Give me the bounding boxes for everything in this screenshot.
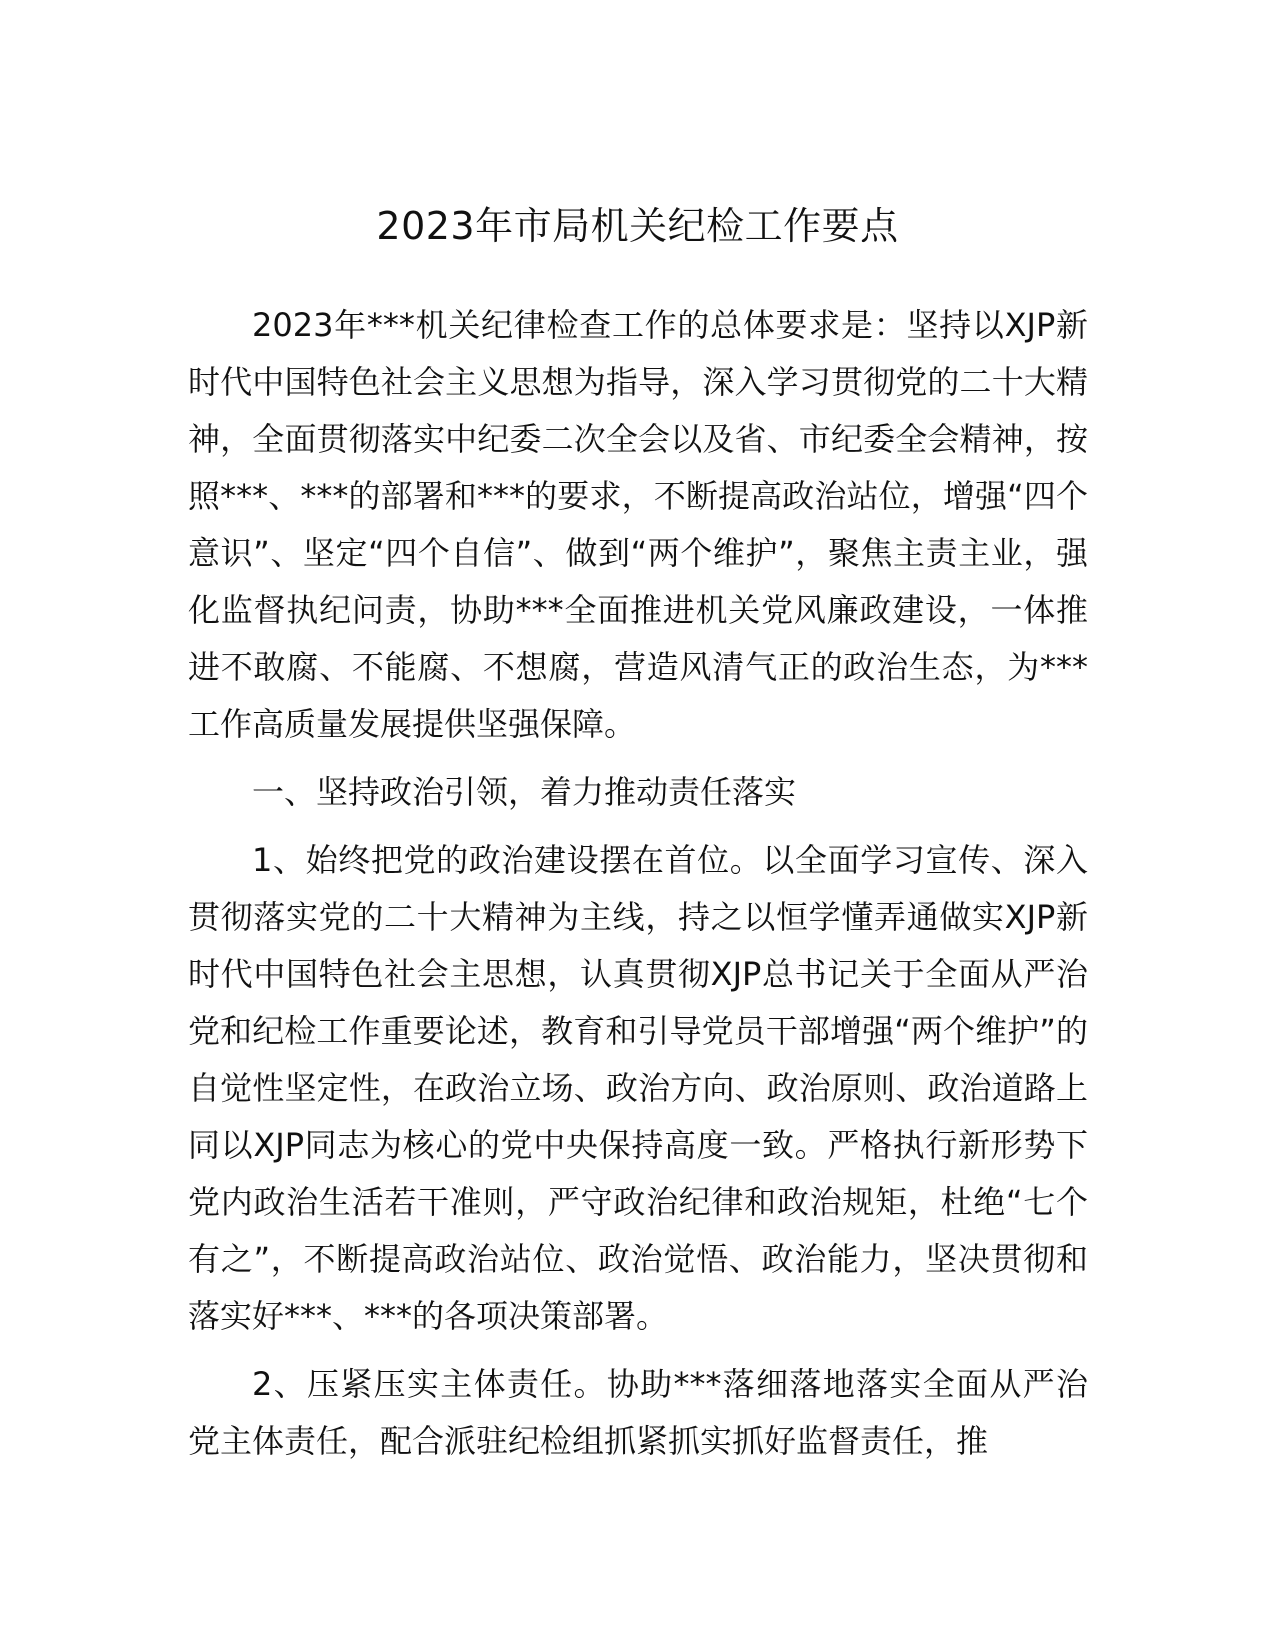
document-body: [188, 297, 1088, 1470]
section-heading-1: 一、坚持政治引领，着力推动责任落实: [252, 773, 797, 811]
document-title: 2023年市局机关纪检工作要点: [376, 204, 899, 248]
item-paragraph-1: 1、始终把党的政治建设摆在首位。以全面学习宣传、深入贯彻落实党的二十大精神为主线，持之以恒学懂弄通做实XJP新时代中国特色社会主思想，认真贯彻XJP总书记关于全面从严治党和纪检工作重要论述，教育和引导党员干部增强“两个维护”的自觉性坚定性，在政治立场、政治方向、政治原则、政治道路上同以XJP同志为核心的党中央保持高度一致。严格执行新形势下党内政治生活若干准则，严守政治纪律和政治规矩，杜绝“七个有之”，不断提高政治站位、政治觉悟、政治能力，坚决贯彻和落实好***、***的各项决策部署。: [188, 841, 1088, 1335]
intro-paragraph: 2023年***机关纪律检查工作的总体要求是：坚持以XJP新时代中国特色社会主义思想为指导，深入学习贯彻党的二十大精神，全面贯彻落实中纪委二次全会以及省、市纪委全会精神，按照***、***的部署和***的要求，不断提高政治站位，增强“四个意识”、坚定“四个自信”、做到“两个维护”，聚焦主责主业，强化监督执纪问责，协助***全面推进机关党风廉政建设，一体推进不敢腐、不能腐、不想腐，营造风清气正的政治生态，为***工作高质量发展提供坚强保障。: [188, 306, 1088, 743]
item-paragraph-2: 2、压紧压实主体责任。协助***落细落地落实全面从严治党主体责任，配合派驻纪检组抓紧抓实抓好监督责任，推: [188, 1365, 1088, 1460]
